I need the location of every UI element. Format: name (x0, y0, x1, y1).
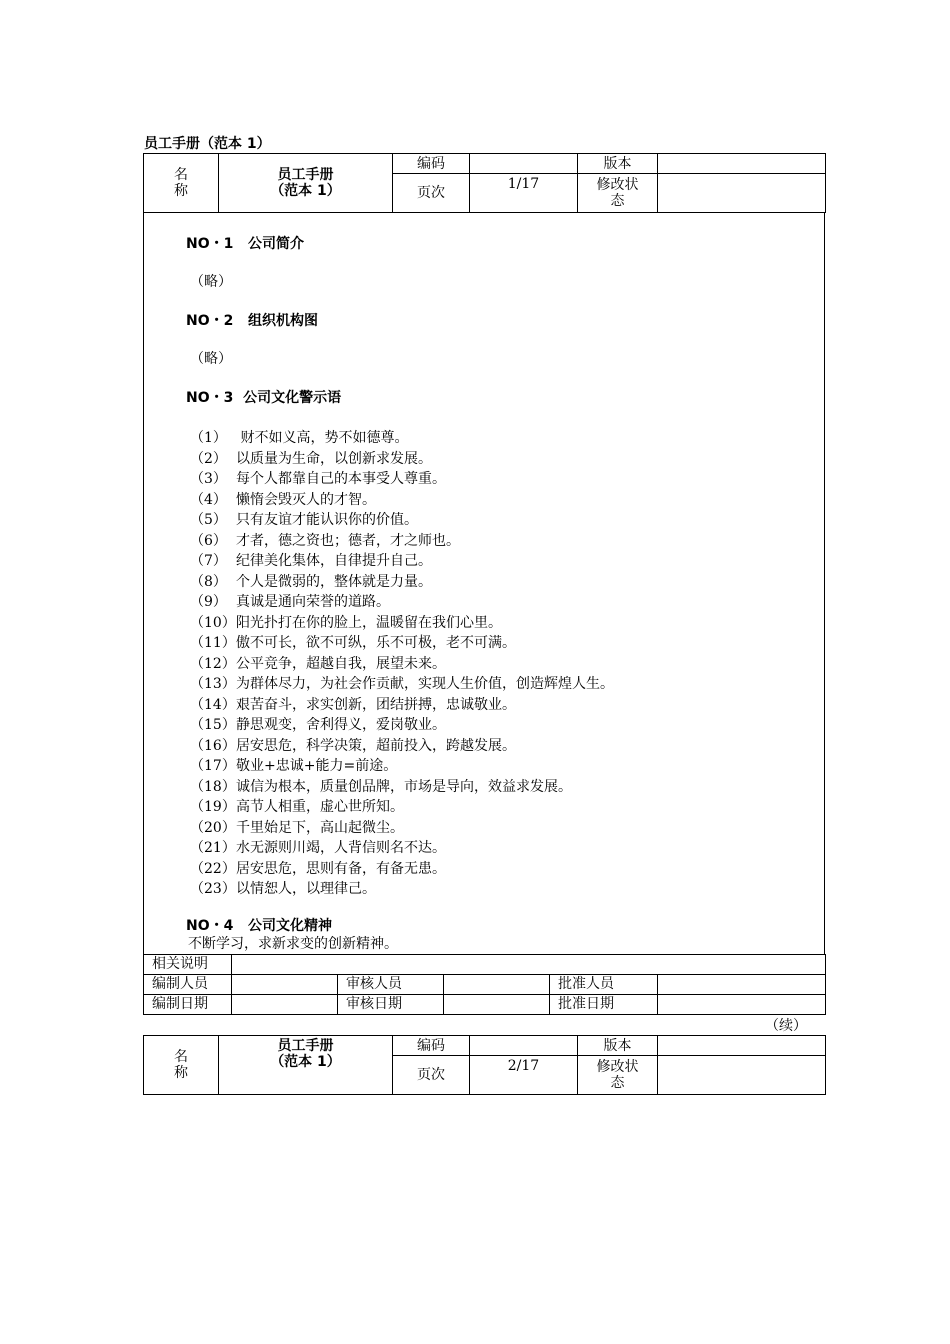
section-1-title: NO・1 公司简介 (186, 236, 304, 252)
list-item: （7） 纪律美化集体，自律提升自己。 (190, 553, 432, 569)
approve-date-label: 批准日期 (550, 995, 658, 1015)
list-item: （22）居安思危，思则有备，有备无患。 (190, 860, 446, 877)
list-item: （16）居安思危，科学决策，超前投入，跨越发展。 (190, 737, 516, 754)
name-value: 员工手册 （范本 1） (219, 1036, 393, 1095)
continued-note: （续） (765, 1018, 807, 1034)
name-label: 名 称 (144, 1036, 219, 1095)
list-item: （18）诚信为根本，质量创品牌，市场是导向，效益求发展。 (190, 778, 572, 795)
section-3-title: NO・3 公司文化警示语 (186, 390, 342, 406)
version-label: 版本 (578, 1036, 658, 1056)
approve-date-value (658, 995, 826, 1015)
section-2-title: NO・2 组织机构图 (186, 313, 318, 329)
page-label: 页次 (393, 1056, 470, 1095)
list-item: （10）阳光扑打在你的脸上，温暖留在我们心里。 (190, 614, 502, 631)
approval-table (143, 954, 826, 1015)
code-label: 编码 (393, 1036, 470, 1056)
name-value: 员工手册 （范本 1） (219, 154, 393, 213)
content-area (143, 212, 825, 954)
document-title: 员工手册（范本 1） (144, 136, 271, 152)
list-item: （12）公平竞争，超越自我，展望未来。 (190, 655, 446, 672)
page-label: 页次 (393, 174, 470, 213)
name-label: 名 称 (144, 154, 219, 213)
section-4-body: 不断学习，求新求变的创新精神。 (188, 936, 398, 952)
list-item: （2） 以质量为生命，以创新求发展。 (190, 450, 432, 467)
code-value (470, 1036, 578, 1056)
version-value (658, 154, 826, 174)
list-item: （11）傲不可长，欲不可纵，乐不可极，老不可满。 (190, 635, 516, 651)
list-item: （1） 财不如义高，势不如德尊。 (190, 430, 409, 446)
section-2-body: （略） (190, 351, 232, 367)
section-1-body: （略） (190, 274, 232, 290)
page-value: 1/17 (470, 174, 578, 213)
list-item: （20）千里始足下，高山起微尘。 (190, 819, 404, 836)
list-item: （14）艰苦奋斗，求实创新，团结拼搏，忠诚敬业。 (190, 696, 516, 713)
reviewer-label: 审核人员 (338, 975, 444, 995)
code-label: 编码 (393, 154, 470, 174)
edit-date-value (232, 995, 338, 1015)
list-item: （19）高节人相重，虚心世所知。 (190, 799, 404, 815)
list-item: （13）为群体尽力，为社会作贡献，实现人生价值，创造辉煌人生。 (190, 676, 614, 692)
list-item: （15）静思观变，舍利得义，爱岗敬业。 (190, 717, 446, 733)
list-item: （8） 个人是微弱的，整体就是力量。 (190, 573, 432, 590)
list-item: （6） 才者，德之资也；德者，才之师也。 (190, 532, 460, 549)
page-value: 2/17 (470, 1056, 578, 1095)
revision-value (658, 174, 826, 213)
editor-label: 编制人员 (144, 975, 232, 995)
list-item: （21）水无源则川竭，人背信则名不达。 (190, 840, 446, 856)
revision-value (658, 1056, 826, 1095)
related-label: 相关说明 (144, 955, 232, 975)
list-item: （23）以情恕人，以理律己。 (190, 881, 376, 897)
related-value (232, 955, 826, 975)
revision-label: 修改状 态 (578, 174, 658, 213)
revision-label: 修改状 态 (578, 1056, 658, 1095)
list-item: （9） 真诚是通向荣誉的道路。 (190, 594, 390, 610)
code-value (470, 154, 578, 174)
version-label: 版本 (578, 154, 658, 174)
reviewer-value (444, 975, 550, 995)
approver-label: 批准人员 (550, 975, 658, 995)
review-date-label: 审核日期 (338, 995, 444, 1015)
header-table-page-2 (143, 1035, 826, 1095)
list-item: （17）敬业+忠诚+能力=前途。 (190, 758, 398, 774)
list-item: （5） 只有友谊才能认识你的价值。 (190, 512, 418, 528)
list-item: （4） 懒惰会毁灭人的才智。 (190, 491, 376, 508)
approver-value (658, 975, 826, 995)
motto-list (190, 428, 614, 900)
version-value (658, 1036, 826, 1056)
editor-value (232, 975, 338, 995)
section-4-title: NO・4 公司文化精神 (186, 918, 332, 934)
review-date-value (444, 995, 550, 1015)
list-item: （3） 每个人都靠自己的本事受人尊重。 (190, 471, 446, 487)
edit-date-label: 编制日期 (144, 995, 232, 1015)
header-table-page-1 (143, 153, 826, 213)
